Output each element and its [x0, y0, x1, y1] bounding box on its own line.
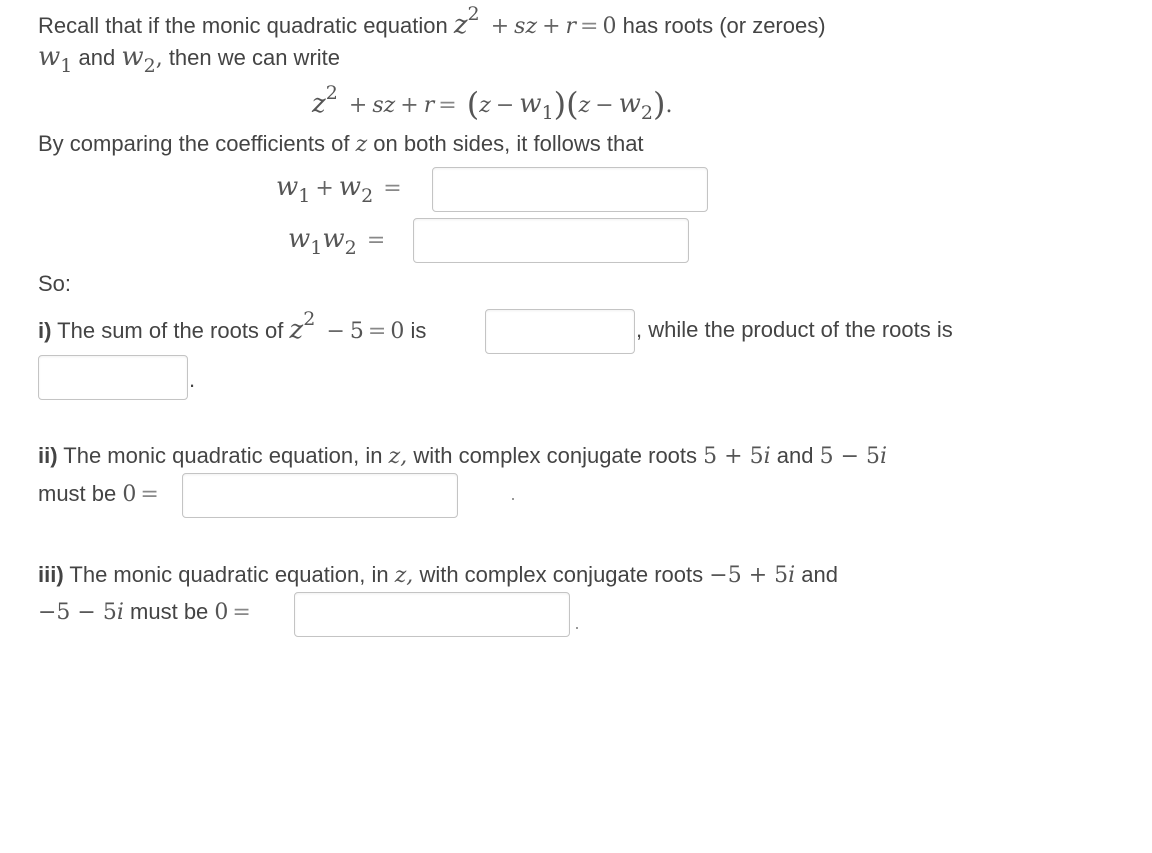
- prod-eq-w1-sub: 1: [310, 237, 323, 259]
- sum-eq-w2: w: [338, 172, 362, 202]
- display-eq-plus2: +: [400, 93, 419, 118]
- intro-eq-equals: =: [580, 14, 599, 39]
- display-eq-z2: z: [479, 93, 491, 118]
- display-eq-sz: sz: [372, 93, 396, 118]
- part-iii-line-1: [38, 560, 838, 591]
- part-ii-root1: 5 + 5: [703, 444, 764, 469]
- part-iii-root2: −5 − 5: [38, 600, 117, 625]
- part-ii-label: ii): [38, 443, 58, 468]
- intro-eq-zero: 0: [602, 14, 617, 39]
- part-iii-zero: 0: [214, 600, 229, 625]
- intro-w2-sub: 2: [143, 55, 156, 77]
- display-eq-z: z: [312, 89, 326, 119]
- display-eq-close-paren-1: ): [553, 85, 567, 123]
- part-ii-text-mid: with complex conjugate roots: [413, 443, 698, 468]
- intro-eq-r: r: [565, 14, 577, 39]
- part-i-text-start: The sum of the roots of: [57, 318, 284, 343]
- display-eq-minus2: −: [595, 93, 614, 118]
- part-i-product-input[interactable]: [38, 355, 188, 400]
- display-eq-w1: w: [519, 89, 542, 119]
- intro-eq-sz: sz: [514, 14, 538, 39]
- part-iii-text-start: The monic quadratic equation, in: [69, 562, 389, 587]
- part-ii-root2-i: i: [880, 444, 888, 469]
- product-equation: [288, 224, 389, 259]
- intro-text-roots: has roots (or zeroes): [622, 13, 826, 38]
- part-ii-and: and: [776, 443, 814, 468]
- intro-line-1: [38, 3, 826, 42]
- display-eq-open-paren-1: (: [466, 85, 480, 123]
- part-i-text-end: while the product of the roots is: [648, 317, 953, 342]
- part-i-period: .: [189, 367, 196, 392]
- sum-eq-equals: =: [383, 176, 402, 201]
- display-equation: [312, 82, 673, 124]
- part-i-equals: =: [367, 319, 387, 344]
- part-ii-root2: 5 − 5: [819, 444, 881, 469]
- part-iii-var: z,: [394, 563, 414, 588]
- part-iii-label: iii): [38, 562, 64, 587]
- display-eq-minus1: −: [495, 93, 515, 118]
- part-i-minus: −: [326, 319, 345, 344]
- display-eq-r: r: [423, 93, 435, 118]
- intro-text-start: Recall that if the monic quadratic equation: [38, 13, 448, 38]
- part-iii-root2-i: i: [116, 600, 124, 625]
- part-ii-trailing-dot: [512, 498, 514, 500]
- intro-eq-plus2: +: [542, 14, 561, 39]
- sum-eq-w1: w: [276, 172, 299, 202]
- part-iii-equation-input[interactable]: [294, 592, 570, 637]
- part-iii-and: and: [801, 562, 839, 587]
- comparing-text-end: on both sides, it follows that: [373, 131, 644, 156]
- display-eq-close-paren-2: ): [653, 85, 666, 123]
- part-ii-var: z,: [388, 444, 408, 469]
- part-i-exponent: 2: [303, 308, 316, 330]
- part-ii-equation-input[interactable]: [182, 473, 458, 518]
- display-eq-equals: =: [438, 93, 457, 118]
- part-ii-text-start: The monic quadratic equation, in: [63, 443, 383, 468]
- part-ii-zero: 0: [122, 482, 137, 507]
- part-iii-text-mid: with complex conjugate roots: [419, 562, 704, 587]
- part-i-line: [38, 308, 427, 347]
- display-eq-plus1: +: [348, 93, 368, 118]
- part-iii-root1: −5 + 5: [709, 563, 789, 588]
- part-ii-line-2: [38, 479, 163, 510]
- sum-eq-w1-sub: 1: [298, 185, 311, 207]
- part-iii-trailing-dot: [576, 627, 578, 629]
- part-iii-root1-i: i: [788, 563, 796, 588]
- part-i-label: i): [38, 318, 52, 343]
- comparing-line: [38, 129, 644, 160]
- display-eq-w1-sub: 1: [541, 102, 554, 124]
- part-i-sum-input[interactable]: [485, 309, 635, 354]
- intro-eq-plus: +: [490, 14, 510, 39]
- intro-text-end: then we can write: [168, 45, 341, 70]
- comparing-text-start: By comparing the coefficients of: [38, 131, 350, 156]
- display-eq-z3: z: [578, 93, 591, 118]
- comparing-var: z: [355, 132, 368, 157]
- sum-eq-w2-sub: 2: [361, 185, 374, 207]
- prod-eq-equals: =: [366, 228, 386, 253]
- display-eq-period: .: [665, 93, 673, 118]
- so-label: So:: [38, 271, 72, 296]
- part-ii-equals: =: [140, 482, 159, 507]
- intro-eq-exponent: 2: [467, 3, 480, 25]
- part-iii-must-be: must be: [130, 599, 209, 624]
- part-i-z: z: [289, 315, 304, 345]
- part-i-zero: 0: [390, 319, 405, 344]
- product-of-roots-input[interactable]: [413, 218, 689, 263]
- intro-eq-z: z: [453, 10, 468, 40]
- sum-equation: [276, 172, 406, 207]
- intro-w1: w: [38, 42, 61, 72]
- part-iii-line-2: [38, 597, 255, 628]
- sum-of-roots-input[interactable]: [432, 167, 708, 212]
- part-i-is: is: [410, 318, 427, 343]
- intro-line-2: [38, 42, 341, 77]
- part-ii-root1-i: i: [763, 444, 771, 469]
- intro-w1-sub: 1: [60, 55, 73, 77]
- prod-eq-w1: w: [288, 224, 311, 254]
- part-ii-must-be: must be: [38, 481, 117, 506]
- part-i-continuation: [636, 315, 953, 345]
- display-eq-open-paren-2: (: [566, 85, 579, 123]
- part-ii-line-1: [38, 441, 887, 472]
- intro-and: and: [78, 45, 116, 70]
- display-eq-exponent: 2: [325, 82, 338, 104]
- part-iii-equals: =: [232, 600, 251, 625]
- prod-eq-w2-sub: 2: [344, 237, 357, 259]
- part-i-comma: ,: [636, 317, 643, 342]
- intro-w2: w: [121, 42, 144, 72]
- intro-comma: ,: [155, 46, 163, 71]
- prod-eq-w2: w: [322, 224, 345, 254]
- display-eq-w2-sub: 2: [640, 102, 654, 124]
- part-i-five: 5: [349, 319, 364, 344]
- display-eq-w2: w: [618, 89, 641, 119]
- sum-eq-plus: +: [315, 176, 334, 201]
